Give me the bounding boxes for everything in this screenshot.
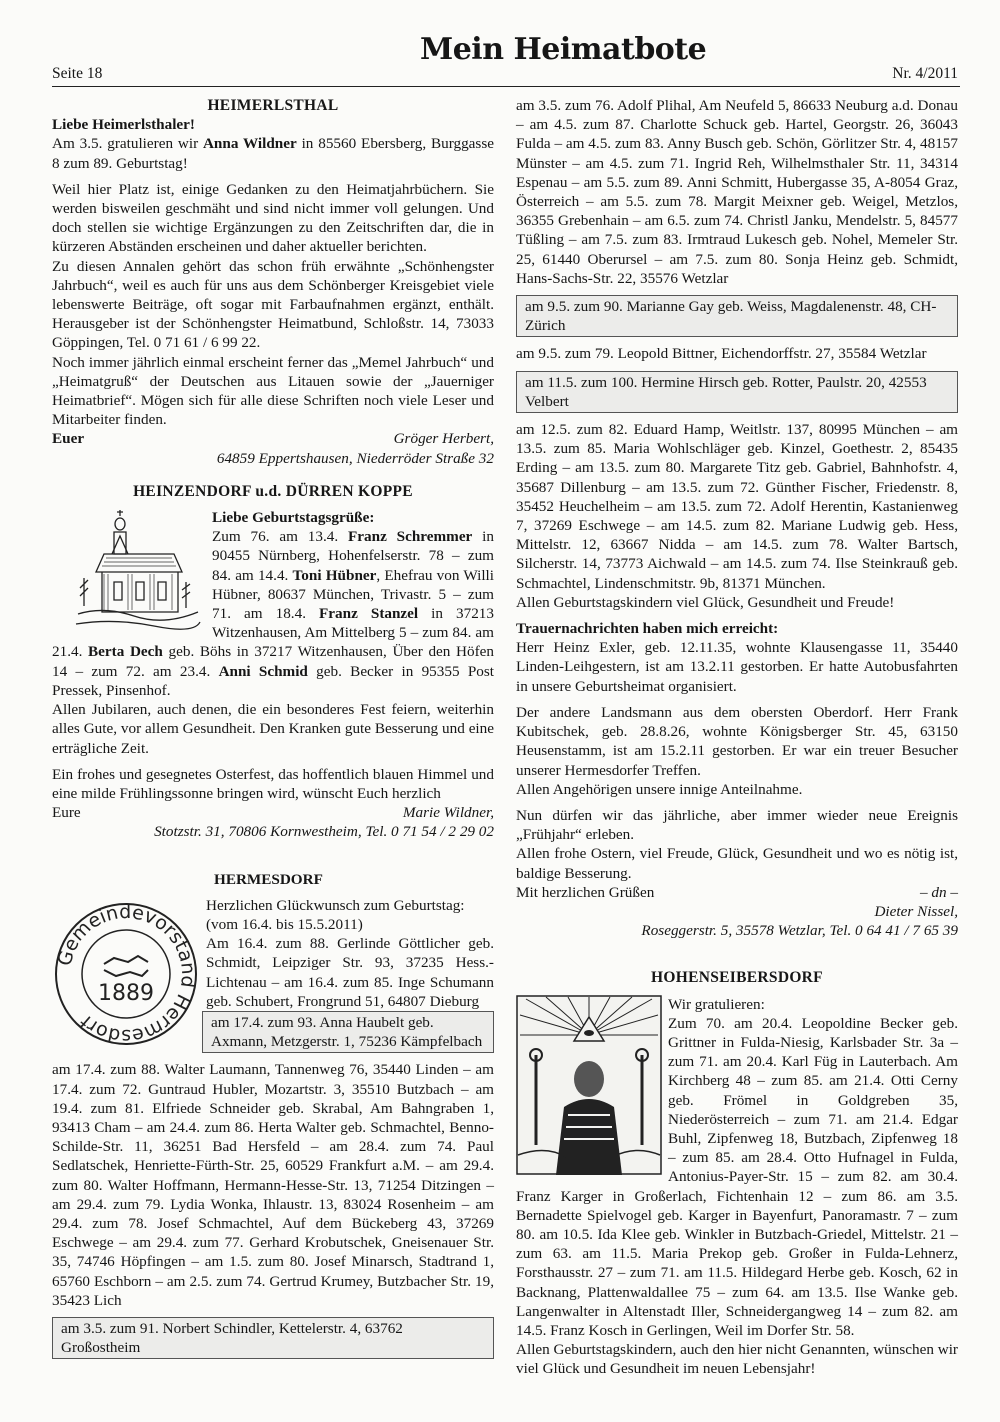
section-title-heinzendorf: HEINZENDORF u.d. DÜRREN KOPPE (133, 482, 413, 500)
highlight-box: am 9.5. zum 90. Marianne Gay geb. Weiss, Magdalenenstr. 48, CH-Zürich (516, 295, 958, 337)
wish: Allen Geburtstagskindern, auch den hier nicht Genannten, wünschen wir viel Glück und Gesundheit im neuen Lebensjahr! (516, 1341, 958, 1378)
page-number: Seite 18 (52, 65, 103, 82)
section-title-hohenseibersdorf: HOHENSEIBERSDORF (651, 969, 823, 987)
signer-address: 64859 Eppertshausen, Niederröder Straße 32 (216, 449, 494, 467)
birthday-entries: Am 16.4. zum 88. Gerlinde Göttlicher geb. Schmidt, Leipziger Str. 93, 37235 Hess.-Lichtenau – am 16.4. zum 85. Inge Schumann geb. Schubert, Frongrund 51, 64807 Dieburg (206, 935, 494, 1010)
paragraph: Noch immer jährlich einmal erscheint ferner das „Memel Jahrbuch“ und „Heimatgruß“ der Deutschen aus Litauen sowie der „Jauerniger Heimatbrief“. Mögen sich für alle diese Schriften noch viele Leser und Mitarbeiter finden. (52, 353, 494, 429)
obituary: Der andere Landsmann aus dem obersten Oberdorf. Herr Frank Kubitschek, geb. 28.8.26, wohnte Königsberger Str. 45, 63150 Heusenstamm, ist am 15.2.11 gestorben. Er war ein treuer Besucher unserer Hermesdorfer Treffen. (516, 703, 958, 779)
right-column (516, 96, 958, 1379)
paragraph: Weil hier Platz ist, einige Gedanken zu den Heimatjahrbüchern. Sie werden bisweilen geschmäht und sind nicht immer voll gelungen. Und doch stellen sie wichtige Ergänzungen zu den Zeitschriften dar, die in kürzeren Abständen erscheinen und daher aktueller berichten. (52, 180, 494, 256)
birthday-entries: Zum 70. am 20.4. Leopoldine Becker geb. Grittner in Fulda-Niesig, Karlsbader Str. 3a – zum 71. am 20.4. Karl Füg in Lauterbach. Am Kirchberg 48 – zum 85. am 21.4. Otti Cerny geb. Frömel in Goldgreben 35, Niederösterreich – zum 71. am 21.4. Edgar Buhl, Zipfenweg 18, Butzbach, Zipfenweg 18 – zum 85. am 28.4. Otto Hufnagel in Fulda, Antonius-Payer-Str. 15 – zum 82. am 30.4. Franz Karger in Großerlach, Fichtenhain 12 – zum 86. am 3.5. Bernadette Spielvogel geb. Karger in Bayenfurt, Panoramastr. 7 – zum 80. am 10.5. Ida Klee geb. Winkler in Butzbach-Griedel, Mittelstr. 21 – zum 63. am 11.5. Maria Prekop geb. Großer in Fulda-Lehnerz, Forsthausstr. 27 – zum 71. am 11.5. Hildegard Herbe geb. Kosch, 62 in Backnang, Plattenwaldallee 75 – zum 64. am 13.5. Ilse Wanke geb. Langenwalter in Altenstadt Iller, Schneidergangweg 14 – zum 82. am 14.5. Franz Kosch in Gerlingen, Weil im Dorfer Str. 58. (516, 1014, 958, 1339)
highlight-box: am 17.4. zum 93. Anna Haubelt geb. Axmann, Metzgerstr. 1, 75236 Kämpfelbach (202, 1011, 494, 1053)
svg-text:1889: 1889 (98, 980, 154, 1006)
birthday-entries: am 9.5. zum 79. Leopold Bittner, Eichendorffstr. 27, 35584 Wetzlar (516, 345, 927, 363)
community-seal (52, 900, 200, 1048)
greeting: Liebe Geburtstagsgrüße: (212, 509, 375, 527)
birthday-entries: am 3.5. zum 76. Adolf Plihal, Am Neufeld 5, 86633 Neuburg a.d. Donau – am 4.5. zum 87. Charlotte Schuck geb. Hartel, Georgstr. 26, 36043 Fulda – am 4.5. zum 83. Anny Busch geb. Schön, Görlitzer Str. 4, 48157 Münster – am 4.5. zum 71. Ingrid Reh, Wilhelmsthaler Str. 11, 34314 Espenau – am 5.5. zum 89. Anni Schmitt, Hubergasse 35, A-8054 Graz, Österreich – am 5.5. zum 78. Margit Meixner geb. Weigel, Metzlos, 36355 Grebenhain – am 6.5. zum 74. Christl Janku, Mendelstr. 5, 84577 Tüßling – am 7.5. zum 83. Irmtraud Lukesch geb. Nohel, Memeler Str. 25, 61440 Oberursel – am 7.5. zum 80. Sonja Heinz geb. Schmidt, Hans-Sachs-Str. 22, 35576 Wetzlar (516, 97, 958, 287)
trauer-title: Trauernachrichten haben mich erreicht: (516, 620, 779, 638)
signer-name: Dieter Nissel, (874, 902, 958, 920)
signer-address: Roseggerstr. 5, 35578 Wetzlar, Tel. 0 64 41 / 7 65 39 (641, 922, 958, 940)
greeting: Liebe Heimerlsthaler! (52, 116, 195, 134)
signature-line: Mit herzlichen Grüßen – dn – (516, 883, 958, 901)
section-title-heimerlsthal: HEIMERLSTHAL (207, 97, 339, 114)
wish: Allen Geburtstagskindern viel Glück, Gesundheit und Freude! (516, 593, 895, 611)
paragraph: Allen Angehörigen unsere innige Anteilnahme. (516, 780, 803, 798)
hermesdorf-header: HERMESDORF (214, 870, 323, 888)
signature-line: Euer Gröger Herbert, (52, 430, 494, 448)
signature-line: Eure Marie Wildner, (52, 804, 494, 822)
birthday-entries: am 17.4. zum 88. Walter Laumann, Tannenweg 76, 35440 Linden – am 17.4. zum 72. Guntraud Hubler, Mozartstr. 3, 35510 Butzbach – am 19.4. zum 81. Elfriede Schneider geb. Skrabal, Am Bahngraben 1, 93413 Cham – am 24.4. zum 86. Herta Walter geb. Schmachtel, Benno-Schilde-Str. 11, 36251 Bad Hersfeld – am 28.4. zum 74. Paul Sedlatschek, Henriette-Fürth-Str. 25, 60529 Frankfurt a.M. – am 29.4. zum 80. Walter Hoffmann, Hermann-Hesse-Str. 13, 71254 Ditzingen – am 29.4. zum 79. Lydia Wonka, Ihlaustr. 13, 83024 Rosenheim – am 29.4. zum 78. Josef Schmachtel, Auf dem Bückeberg 43, 37269 Eschwege – am 29.4. zum 77. Gerhard Krobutschek, Gneisenauer Str. 35, 74746 Höpfingen – am 1.5. zum 80. Josef Minarsch, Stadtrand 1, 65760 Eschborn – am 2.5. zum 74. Gertrud Krumey, Butzbacher Str. 19, 35423 Lich (52, 1061, 494, 1309)
birthday-entries: Zum 76. am 13.4. Franz Schremmer in 90455 Nürnberg, Hohenfelserstr. 78 – zum 84. am 14.4. Toni Hübner, Ehefrau von Willi Hübner, 80637 München, Trivastr. 5 – zum 71. am 18.4. Franz Stanzel in 37213 Witzenhausen, Am Mittelberg 5 – zum 84. am 21.4. Berta Dech geb. Böhs in 37217 Witzenhausen, Über den Höfen 14 – zum 72. am 23.4. Anni Schmid geb. Becker in 95355 Post Pressek, Pinsenhof. (52, 528, 494, 699)
woodcut-illustration (516, 995, 662, 1175)
highlight-box: am 3.5. zum 91. Norbert Schindler, Kettelerstr. 4, 63762 Großostheim (52, 1317, 494, 1359)
paragraph: Allen frohe Ostern, viel Freude, Glück, Gesundheit und wo es nötig ist, baldige Besserung. (516, 845, 958, 882)
paragraph: Nun dürfen wir das jährliche, aber immer wieder neue Ereignis „Frühjahr“ erleben. (516, 806, 958, 844)
intro: Wir gratulieren: (668, 995, 765, 1013)
obituary: Herr Heinz Exler, geb. 12.11.35, wohnte Klausengasse 11, 35440 Linden-Leihgestern, ist am 13.2.11 gestorben. Er hatte Autobusfahrten in unsere Geburtsheimat organisiert. (516, 639, 958, 695)
issue-number: Nr. 4/2011 (892, 65, 958, 82)
left-column (52, 96, 494, 1359)
paragraph: Am 3.5. gratulieren wir Anna Wildner in 85560 Ebersberg, Burggasse 8 zum 89. Geburtstag! (52, 135, 494, 172)
page-header (52, 32, 960, 87)
paragraph: Ein frohes und gesegnetes Osterfest, das hoffentlich blauen Himmel und eine milde Frühlingssonne bringen wird, wünscht Euch herzlich (52, 765, 494, 802)
svg-text:Gemeindevorstand Hermesdorf: Gemeindevorstand Hermesdorf (53, 900, 200, 1047)
intro: Herzlichen Glückwunsch zum Geburtstag: (vom 16.4. bis 15.5.2011) (206, 896, 465, 933)
signer-address: Stotzstr. 31, 70806 Kornwestheim, Tel. 0 71 54 / 2 29 02 (154, 823, 494, 841)
paragraph: Zu diesen Annalen gehört das schon früh erwähnte „Schönhengster Jahrbuch“, weil es auch für uns aus dem Schönberger Kreisgebiet viele lebenswerte Beiträge, oft sogar mit Farbaufnahmen ergänzt, enthält. Herausgeber ist der Schönhengster Heimatbund, Schloßstr. 14, 73033 Göppingen, Tel. 0 71 61 / 6 99 22. (52, 257, 494, 352)
masthead-logo: Mein Heimatbote (420, 32, 707, 67)
highlight-box: am 11.5. zum 100. Hermine Hirsch geb. Rotter, Paulstr. 20, 42553 Velbert (516, 371, 958, 413)
birthday-entries: am 12.5. zum 82. Eduard Hamp, Weitlstr. 137, 80995 München – am 13.5. zum 85. Maria Wohlschläger geb. Kinzel, Goethestr. 2, 85435 Erding – am 13.5. zum 80. Margarete Titz geb. Gabriel, Bahnhofstr. 4, 35687 Dillenburg – am 13.5. zum 72. Günther Fischer, Friedenstr. 8, 35452 Heuchelheim – am 13.5. zum 72. Adolf Herentin, Kastanienweg 7, 37269 Eschwege – am 14.5. zum 82. Mariane Ludwig geb. Hess, Mittelstr. 12, 63667 Nidda – am 14.5. zum 78. Walter Bartsch, Silcherstr. 14, 73773 Aichwald – am 14.5. zum 74. Ilse Steinkrauß geb. Schmachtel, Lindenschmitstr. 9b, 81371 München. (516, 421, 958, 592)
paragraph: Allen Jubilaren, auch denen, die ein besonderes Fest feiern, weiterhin alles Gute, vor allem Gesundheit. Den Kranken gute Besserung und eine erträgliche Zeit. (52, 701, 494, 757)
church-illustration (74, 508, 202, 636)
